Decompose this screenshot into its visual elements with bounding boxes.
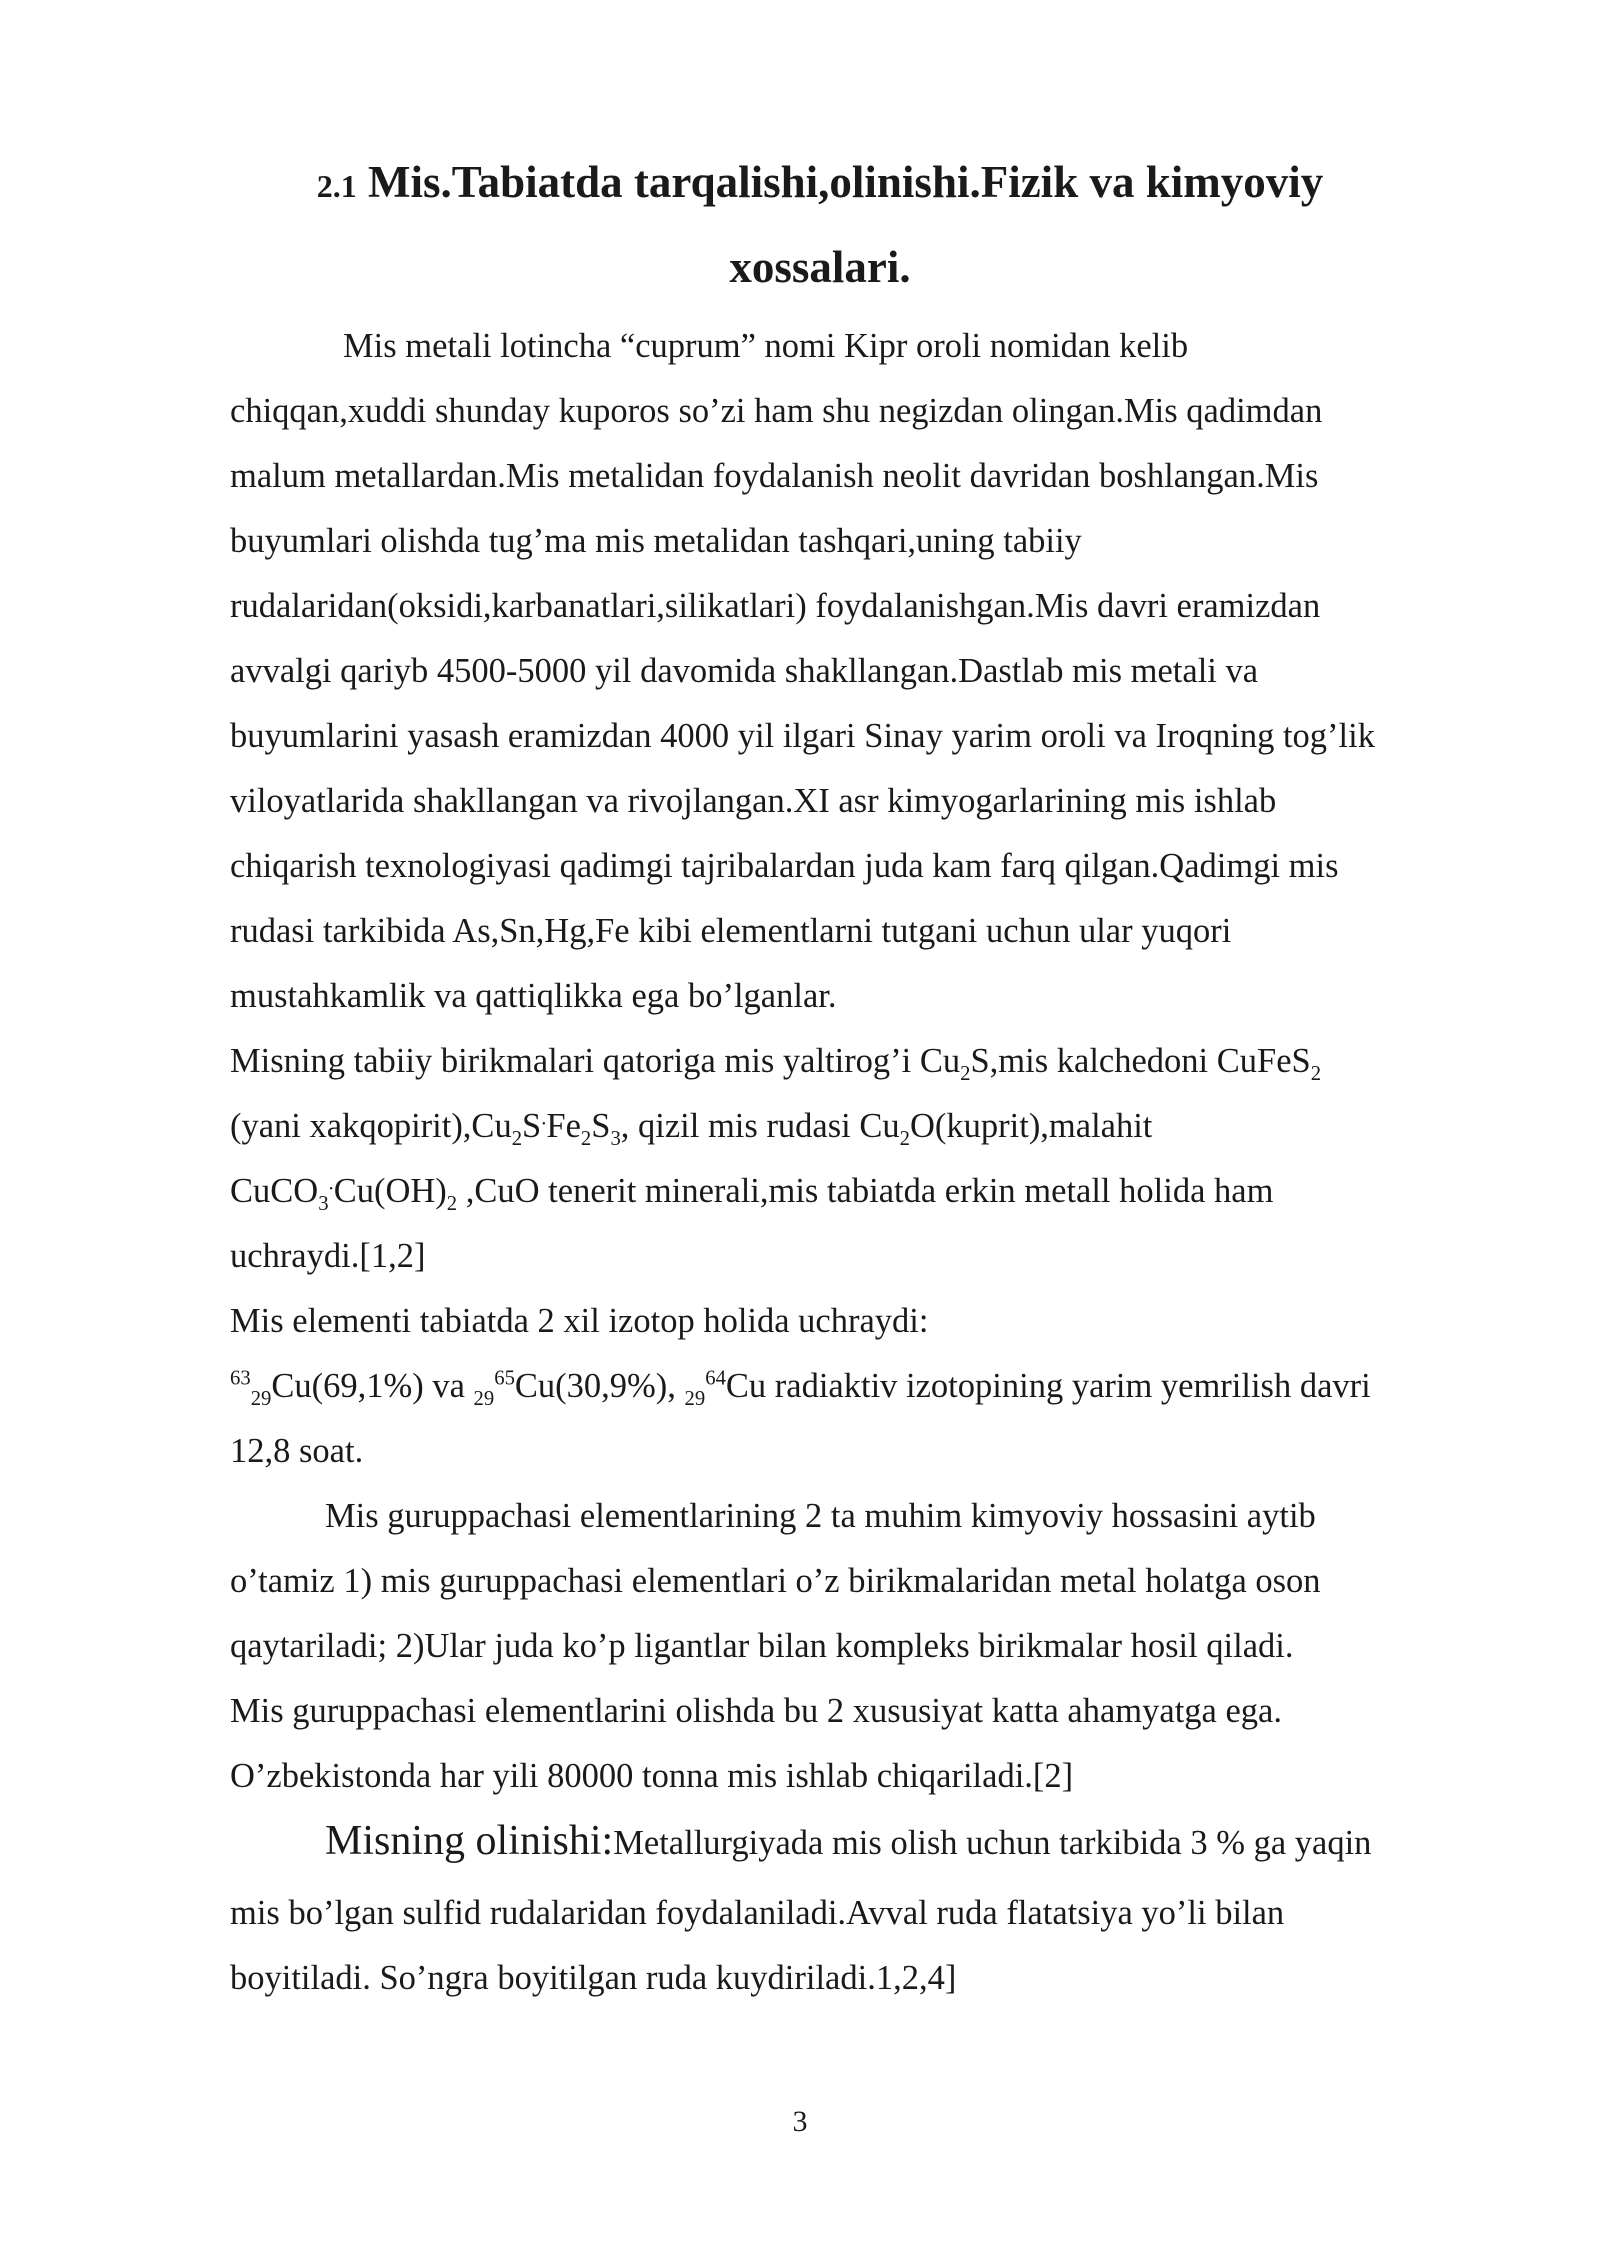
subscript: 2 [1310, 1062, 1322, 1085]
isotopes-line: Mis elementi tabiatda 2 xil izotop holida uchraydi: [230, 1302, 929, 1340]
minerals-line [230, 1106, 1153, 1150]
section-title [230, 150, 1410, 219]
subscript: 3 [610, 1127, 621, 1150]
paragraph-line: qaytariladi; 2)Ular juda ko’p ligantlar bilan kompleks birikmalar hosil qiladi. [230, 1627, 1294, 1665]
paragraph-line: rudalaridan(oksidi,karbanatlari,silikatlari) foydalanishgan.Mis davri eramizdan [230, 587, 1321, 625]
minerals-line: uchraydi.[1,2] [230, 1237, 426, 1275]
subscript: 29 [250, 1387, 272, 1410]
paragraph-line: O’zbekistonda har yili 80000 tonna mis ishlab chiqariladi.[2] [230, 1757, 1074, 1795]
subscript: 2 [899, 1127, 910, 1150]
superscript: 64 [705, 1367, 726, 1390]
subscript: 29 [473, 1387, 495, 1410]
superscript: 65 [494, 1367, 515, 1390]
title-line-1: Mis.Tabiatda tarqalishi,olinishi.Fizik va kimyoviy [368, 157, 1324, 207]
text: O(kuprit),malahit [910, 1107, 1153, 1145]
text: S [522, 1107, 542, 1145]
paragraph-line: o’tamiz 1) mis guruppachasi elementlari o’z birikmalaridan metal holatga oson [230, 1562, 1321, 1600]
dot: . [328, 1172, 334, 1195]
subscript: 2 [511, 1127, 523, 1150]
isotopes-formula-line [230, 1366, 1371, 1410]
text: Cu radiaktiv izotopining yarim yemrilish davri [725, 1367, 1371, 1405]
superscript: 63 [230, 1367, 251, 1390]
text: Cu(OH) [333, 1172, 447, 1210]
subscript: 29 [684, 1387, 706, 1410]
subscript: 2 [580, 1127, 592, 1150]
section-number: 2.1 [316, 168, 357, 204]
text: (yani xakqopirit),Cu [230, 1107, 512, 1145]
paragraph-line: buyumlarini yasash eramizdan 4000 yil ilgari Sinay yarim oroli va Iroqning tog’lik [230, 717, 1375, 755]
text: Cu(30,9%), [514, 1367, 685, 1405]
text: Misning tabiiy birikmalari qatoriga mis yaltirog’i Cu [230, 1042, 961, 1080]
paragraph-line: chiqarish texnologiyasi qadimgi tajribalardan juda kam farq qilgan.Qadimgi mis [230, 847, 1339, 885]
subscript: 2 [960, 1062, 971, 1085]
dot: . [541, 1107, 547, 1130]
section-title-continued: xossalari. [729, 242, 911, 292]
paragraph-line: Mis guruppachasi elementlarini olishda bu 2 xususiyat katta ahamyatga ega. [230, 1692, 1282, 1730]
paragraph-line [325, 1818, 1372, 1864]
paragraph-line: viloyatlarida shakllangan va rivojlangan.XI asr kimyogarlarining mis ishlab [230, 782, 1277, 820]
paragraph-line: Mis metali lotincha “cuprum” nomi Kipr oroli nomidan kelib [343, 327, 1189, 365]
subscript: 2 [446, 1192, 458, 1215]
text: Cu(69,1%) va [271, 1367, 474, 1405]
text: ,CuO tenerit minerali,mis tabiatda erkin metall holida ham [457, 1172, 1274, 1210]
subheading-misning-olinishi: Misning olinishi: [325, 1818, 614, 1864]
text: CuCO [230, 1172, 319, 1210]
text: , qizil mis rudasi Cu [620, 1107, 900, 1145]
subscript: 3 [318, 1192, 329, 1215]
paragraph-line: rudasi tarkibida As,Sn,Hg,Fe kibi elementlarni tutgani uchun ular yuqori [230, 912, 1232, 950]
paragraph-line: mustahkamlik va qattiqlikka ega bo’lganlar. [230, 977, 837, 1015]
paragraph-line: boyitiladi. So’ngra boyitilgan ruda kuydiriladi.1,2,4] [230, 1959, 957, 1997]
text: S [591, 1107, 611, 1145]
minerals-line [230, 1171, 1274, 1215]
text: Metallurgiyada mis olish uchun tarkibida 3 % ga yaqin [613, 1824, 1372, 1862]
text: S,mis kalchedoni CuFeS [970, 1042, 1311, 1080]
paragraph-line: buyumlari olishda tug’ma mis metalidan tashqari,uning tabiiy [230, 522, 1082, 560]
paragraph-line: chiqqan,xuddi shunday kuporos so’zi ham shu negizdan olingan.Mis qadimdan [230, 392, 1323, 430]
minerals-line [230, 1041, 1322, 1085]
paragraph-line: mis bo’lgan sulfid rudalaridan foydalaniladi.Avval ruda flatatsiya yo’li bilan [230, 1894, 1285, 1932]
isotopes-line: 12,8 soat. [230, 1432, 364, 1470]
paragraph-line: malum metallardan.Mis metalidan foydalanish neolit davridan boshlangan.Mis [230, 457, 1319, 495]
page-number: 3 [792, 2105, 808, 2138]
paragraph-line: avvalgi qariyb 4500-5000 yil davomida shakllangan.Dastlab mis metali va [230, 652, 1259, 690]
paragraph-line: Mis guruppachasi elementlarining 2 ta muhim kimyoviy hossasini aytib [325, 1497, 1316, 1535]
text: Fe [546, 1107, 581, 1145]
